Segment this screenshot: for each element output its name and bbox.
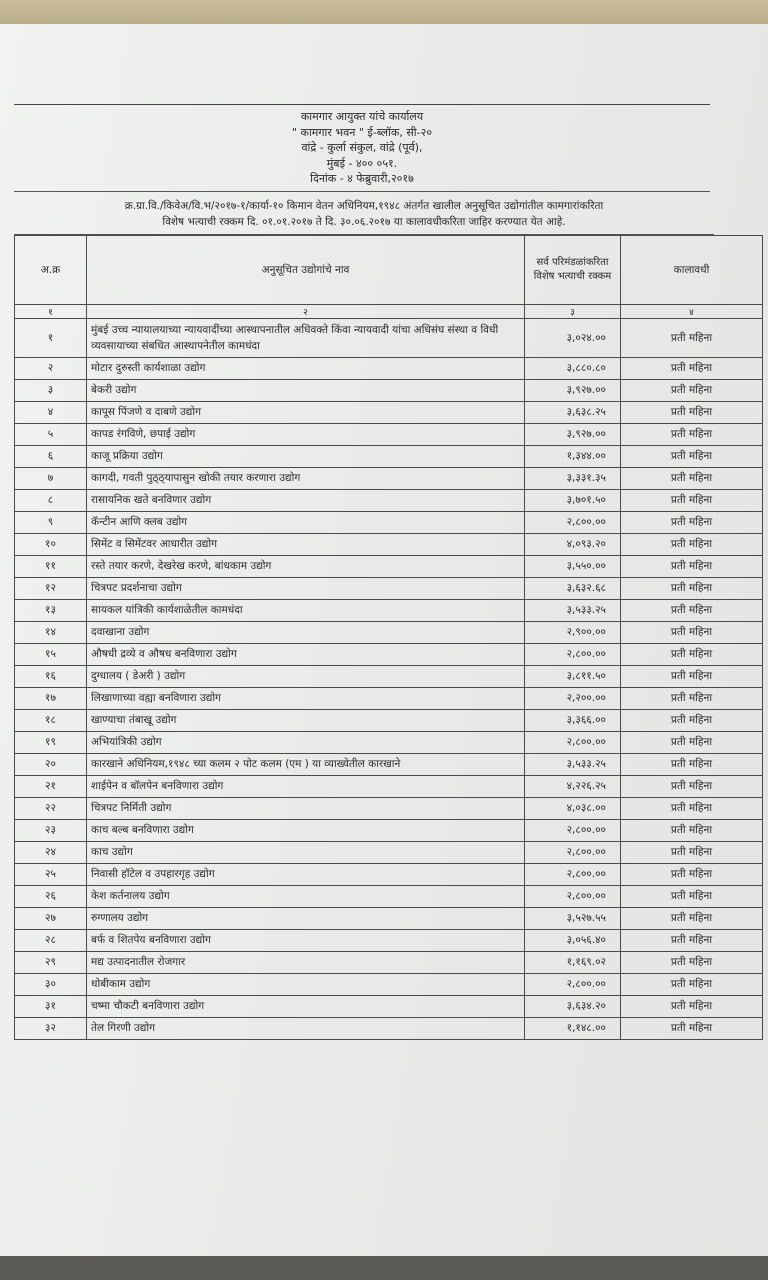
allowance-amount-cell: ३,८८०.८०	[525, 357, 621, 379]
serial-number-cell: ३०	[15, 973, 87, 995]
header-line: मुंबई - ४०० ०५१.	[326, 156, 398, 170]
col-header-industry: अनुसूचित उद्योगांचे नाव	[87, 235, 525, 304]
industry-name-cell: कापड रंगविणे, छपाई उद्योग	[87, 423, 525, 445]
serial-number-cell: १९	[15, 731, 87, 753]
industry-name-cell: तेल गिरणी उद्योग	[87, 1017, 525, 1039]
serial-number-cell: २२	[15, 797, 87, 819]
period-cell: प्रती महिना	[621, 951, 763, 973]
table-row	[15, 973, 763, 995]
industry-name-cell: काच बल्ब बनविणारा उद्योग	[87, 819, 525, 841]
table-row	[15, 467, 763, 489]
allowance-amount-cell: ४,०९३.२०	[525, 533, 621, 555]
industry-name-cell: कापूस पिंजणे व दाबणे उद्योग	[87, 401, 525, 423]
header-line: " कामगार भवन " ई-ब्लॉक, सी-२०	[291, 125, 433, 139]
allowance-amount-cell: २,८००.००	[525, 731, 621, 753]
serial-number-cell: १०	[15, 533, 87, 555]
serial-number-cell: २७	[15, 907, 87, 929]
allowance-amount-cell: २,८००.००	[525, 863, 621, 885]
serial-number-cell: ५	[15, 423, 87, 445]
col-header-amount: सर्व परिमंडळांकरिता विशेष भत्याची रक्कम	[525, 235, 621, 304]
col-header-period: कालावधी	[621, 235, 763, 304]
notice-intro	[14, 192, 714, 235]
industry-name-cell: रुग्णालय उद्योग	[87, 907, 525, 929]
serial-number-cell: २०	[15, 753, 87, 775]
table-row	[15, 907, 763, 929]
table-row	[15, 841, 763, 863]
allowance-amount-cell: २,८००.००	[525, 511, 621, 533]
industry-name-cell: केश कर्तनालय उद्योग	[87, 885, 525, 907]
allowance-amount-cell: ३,६३४.२०	[525, 995, 621, 1017]
serial-number-cell: १	[15, 318, 87, 357]
serial-number-cell: १८	[15, 709, 87, 731]
background-surface	[0, 1256, 768, 1280]
serial-number-cell: ६	[15, 445, 87, 467]
industry-name-cell: चित्रपट निर्मिती उद्योग	[87, 797, 525, 819]
industry-name-cell: सायकल यांत्रिकी कार्यशाळेतील कामधंदा	[87, 599, 525, 621]
industry-name-cell: मोटार दुरुस्ती कार्यशाळा उद्योग	[87, 357, 525, 379]
allowance-amount-cell: ३,३६६.००	[525, 709, 621, 731]
industry-name-cell: मुंबई उच्च न्यायालयाच्या न्यायवादींच्या आस्थापनातील अधिवक्ते किंवा न्यायवादी यांचा अधिसंघ संस्था व विधी व्यवसायाच्या संबधित आस्थापनेतील कामधंदा	[87, 318, 525, 357]
table-row	[15, 445, 763, 467]
table-row	[15, 995, 763, 1017]
allowance-amount-cell: ३,६३२.६८	[525, 577, 621, 599]
period-cell: प्रती महिना	[621, 1017, 763, 1039]
industry-name-cell: कॅन्टीन आणि क्लब उद्योग	[87, 511, 525, 533]
serial-number-cell: २८	[15, 929, 87, 951]
industry-name-cell: काजू प्रक्रिया उद्योग	[87, 445, 525, 467]
allowance-amount-cell: ३,५५०.००	[525, 555, 621, 577]
allowance-amount-cell: ३,९२७.००	[525, 423, 621, 445]
table-row	[15, 753, 763, 775]
industry-name-cell: मद्य उत्पादनातील रोजगार	[87, 951, 525, 973]
allowance-amount-cell: २,८००.००	[525, 819, 621, 841]
industry-name-cell: औषधी द्रव्ये व औषध बनविणारा उद्योग	[87, 643, 525, 665]
period-cell: प्रती महिना	[621, 819, 763, 841]
period-cell: प्रती महिना	[621, 357, 763, 379]
period-cell: प्रती महिना	[621, 863, 763, 885]
period-cell: प्रती महिना	[621, 621, 763, 643]
table-body	[15, 304, 763, 1039]
serial-number-cell: ३१	[15, 995, 87, 1017]
allowance-amount-cell: २,८००.००	[525, 885, 621, 907]
industry-name-cell: रासायनिक खते बनविणार उद्योग	[87, 489, 525, 511]
serial-number-cell: ९	[15, 511, 87, 533]
serial-number-cell: २	[15, 357, 87, 379]
period-cell: प्रती महिना	[621, 511, 763, 533]
allowance-amount-cell: ३,७०१.५०	[525, 489, 621, 511]
table-row	[15, 621, 763, 643]
serial-number-cell: ३	[15, 379, 87, 401]
office-header	[14, 104, 710, 192]
table-row	[15, 401, 763, 423]
allowance-amount-cell: ३,६३८.२५	[525, 401, 621, 423]
serial-number-cell: ११	[15, 555, 87, 577]
period-cell: प्रती महिना	[621, 423, 763, 445]
header-line: वांद्रे - कुर्ला संकुल, वांद्रे (पूर्व),	[301, 141, 423, 154]
table-header-row	[15, 235, 763, 304]
serial-number-cell: १२	[15, 577, 87, 599]
column-index-row	[15, 304, 763, 318]
table-row	[15, 885, 763, 907]
period-cell: प्रती महिना	[621, 445, 763, 467]
allowance-amount-cell: ४,२२६.२५	[525, 775, 621, 797]
allowance-amount-cell: २,९००.००	[525, 621, 621, 643]
allowance-amount-cell: ३,९२७.००	[525, 379, 621, 401]
serial-number-cell: १७	[15, 687, 87, 709]
allowance-table	[14, 235, 763, 1040]
table-row	[15, 775, 763, 797]
serial-number-cell: ३२	[15, 1017, 87, 1039]
period-cell: प्रती महिना	[621, 643, 763, 665]
allowance-amount-cell: २,२००.००	[525, 687, 621, 709]
industry-name-cell: दवाखाना उद्योग	[87, 621, 525, 643]
column-index: ४	[621, 304, 763, 318]
allowance-amount-cell: ३,५३३.२५	[525, 753, 621, 775]
allowance-amount-cell: ३,०५६.४०	[525, 929, 621, 951]
period-cell: प्रती महिना	[621, 318, 763, 357]
table-row	[15, 709, 763, 731]
serial-number-cell: १४	[15, 621, 87, 643]
period-cell: प्रती महिना	[621, 995, 763, 1017]
allowance-amount-cell: ३,३३१.३५	[525, 467, 621, 489]
allowance-amount-cell: ४,०३८.००	[525, 797, 621, 819]
column-index: ३	[525, 304, 621, 318]
column-index: २	[87, 304, 525, 318]
industry-name-cell: चित्रपट प्रदर्शनाचा उद्योग	[87, 577, 525, 599]
table-row	[15, 555, 763, 577]
allowance-amount-cell: १,३४४.००	[525, 445, 621, 467]
period-cell: प्रती महिना	[621, 379, 763, 401]
table-row	[15, 1017, 763, 1039]
allowance-amount-cell: २,८००.००	[525, 841, 621, 863]
serial-number-cell: २५	[15, 863, 87, 885]
period-cell: प्रती महिना	[621, 775, 763, 797]
table-row	[15, 951, 763, 973]
allowance-amount-cell: १,१६९.०२	[525, 951, 621, 973]
period-cell: प्रती महिना	[621, 467, 763, 489]
allowance-amount-cell: २,८००.००	[525, 643, 621, 665]
industry-name-cell: चष्मा चौकटी बनविणारा उद्योग	[87, 995, 525, 1017]
industry-name-cell: कारखाने अधिनियम,१९४८ च्या कलम २ पोट कलम (एम ) या व्याख्येतील कारखाने	[87, 753, 525, 775]
table-row	[15, 599, 763, 621]
table-row	[15, 511, 763, 533]
period-cell: प्रती महिना	[621, 489, 763, 511]
table-row	[15, 929, 763, 951]
allowance-amount-cell: २,८००.००	[525, 973, 621, 995]
header-date: दिनांक - ४ फेब्रुवारी,२०१७	[310, 172, 414, 185]
period-cell: प्रती महिना	[621, 907, 763, 929]
industry-name-cell: काच उद्योग	[87, 841, 525, 863]
period-cell: प्रती महिना	[621, 599, 763, 621]
industry-name-cell: लिखाणाच्या वह्या बनविणारा उद्योग	[87, 687, 525, 709]
industry-name-cell: कागदी, गवती पुठ्ठ्यापासुन खोकी तयार करणारा उद्योग	[87, 467, 525, 489]
period-cell: प्रती महिना	[621, 687, 763, 709]
allowance-amount-cell: ३,५२७.५५	[525, 907, 621, 929]
intro-line: क्र.ग्रा.वि./किवेअ/वि.भ/२०१७-१/कार्या-१० किमान वेतन अधिनियम,१९४८ अंतर्गत खालील अनुसूचित उद्योगांतील कामगारांकरिता	[124, 199, 604, 212]
document-page	[0, 24, 768, 1256]
serial-number-cell: १६	[15, 665, 87, 687]
period-cell: प्रती महिना	[621, 401, 763, 423]
period-cell: प्रती महिना	[621, 731, 763, 753]
period-cell: प्रती महिना	[621, 577, 763, 599]
industry-name-cell: सिमेंट व सिमेंटवर आधारीत उद्योग	[87, 533, 525, 555]
table-row	[15, 863, 763, 885]
serial-number-cell: २६	[15, 885, 87, 907]
table-row	[15, 665, 763, 687]
allowance-amount-cell: ३,८११.५०	[525, 665, 621, 687]
period-cell: प्रती महिना	[621, 885, 763, 907]
serial-number-cell: ८	[15, 489, 87, 511]
period-cell: प्रती महिना	[621, 555, 763, 577]
table-row	[15, 797, 763, 819]
serial-number-cell: २९	[15, 951, 87, 973]
serial-number-cell: १३	[15, 599, 87, 621]
col-header-serial: अ.क्र	[15, 235, 87, 304]
period-cell: प्रती महिना	[621, 665, 763, 687]
intro-line: विशेष भत्याची रक्कम दि. ०१.०१.२०१७ ते दि. ३०.०६.२०१७ या कालावधीकरिता जाहिर करण्यात येत आहे.	[162, 215, 566, 228]
table-row	[15, 357, 763, 379]
header-line: कामगार आयुक्त यांचे कार्यालय	[300, 110, 424, 123]
period-cell: प्रती महिना	[621, 797, 763, 819]
background-surface	[0, 0, 768, 24]
serial-number-cell: २३	[15, 819, 87, 841]
industry-name-cell: शाईपेन व बॉलपेन बनविणारा उद्योग	[87, 775, 525, 797]
period-cell: प्रती महिना	[621, 973, 763, 995]
industry-name-cell: रस्ते तयार करणे, देखरेख करणे, बांधकाम उद्योग	[87, 555, 525, 577]
industry-name-cell: खाण्याचा तंबाखू उद्योग	[87, 709, 525, 731]
table-row	[15, 423, 763, 445]
serial-number-cell: ७	[15, 467, 87, 489]
industry-name-cell: अभियांत्रिकी उद्योग	[87, 731, 525, 753]
industry-name-cell: धोबीकाम उद्योग	[87, 973, 525, 995]
column-index: १	[15, 304, 87, 318]
period-cell: प्रती महिना	[621, 841, 763, 863]
table-row	[15, 533, 763, 555]
table-row	[15, 577, 763, 599]
period-cell: प्रती महिना	[621, 533, 763, 555]
serial-number-cell: २१	[15, 775, 87, 797]
table-row	[15, 819, 763, 841]
allowance-amount-cell: ३,५३३.२५	[525, 599, 621, 621]
period-cell: प्रती महिना	[621, 929, 763, 951]
table-row	[15, 379, 763, 401]
period-cell: प्रती महिना	[621, 753, 763, 775]
table-row	[15, 687, 763, 709]
allowance-amount-cell: ३,०२४.००	[525, 318, 621, 357]
serial-number-cell: १५	[15, 643, 87, 665]
industry-name-cell: बेकरी उद्योग	[87, 379, 525, 401]
industry-name-cell: दुग्धालय ( डेअरी ) उद्योग	[87, 665, 525, 687]
period-cell: प्रती महिना	[621, 709, 763, 731]
serial-number-cell: ४	[15, 401, 87, 423]
industry-name-cell: निवासी हॉटेल व उपहारगृह उद्योग	[87, 863, 525, 885]
table-row	[15, 318, 763, 357]
table-row	[15, 643, 763, 665]
table-row	[15, 731, 763, 753]
table-row	[15, 489, 763, 511]
industry-name-cell: बर्फ व शितपेय बनविणारा उद्योग	[87, 929, 525, 951]
allowance-amount-cell: १,१४८.००	[525, 1017, 621, 1039]
serial-number-cell: २४	[15, 841, 87, 863]
